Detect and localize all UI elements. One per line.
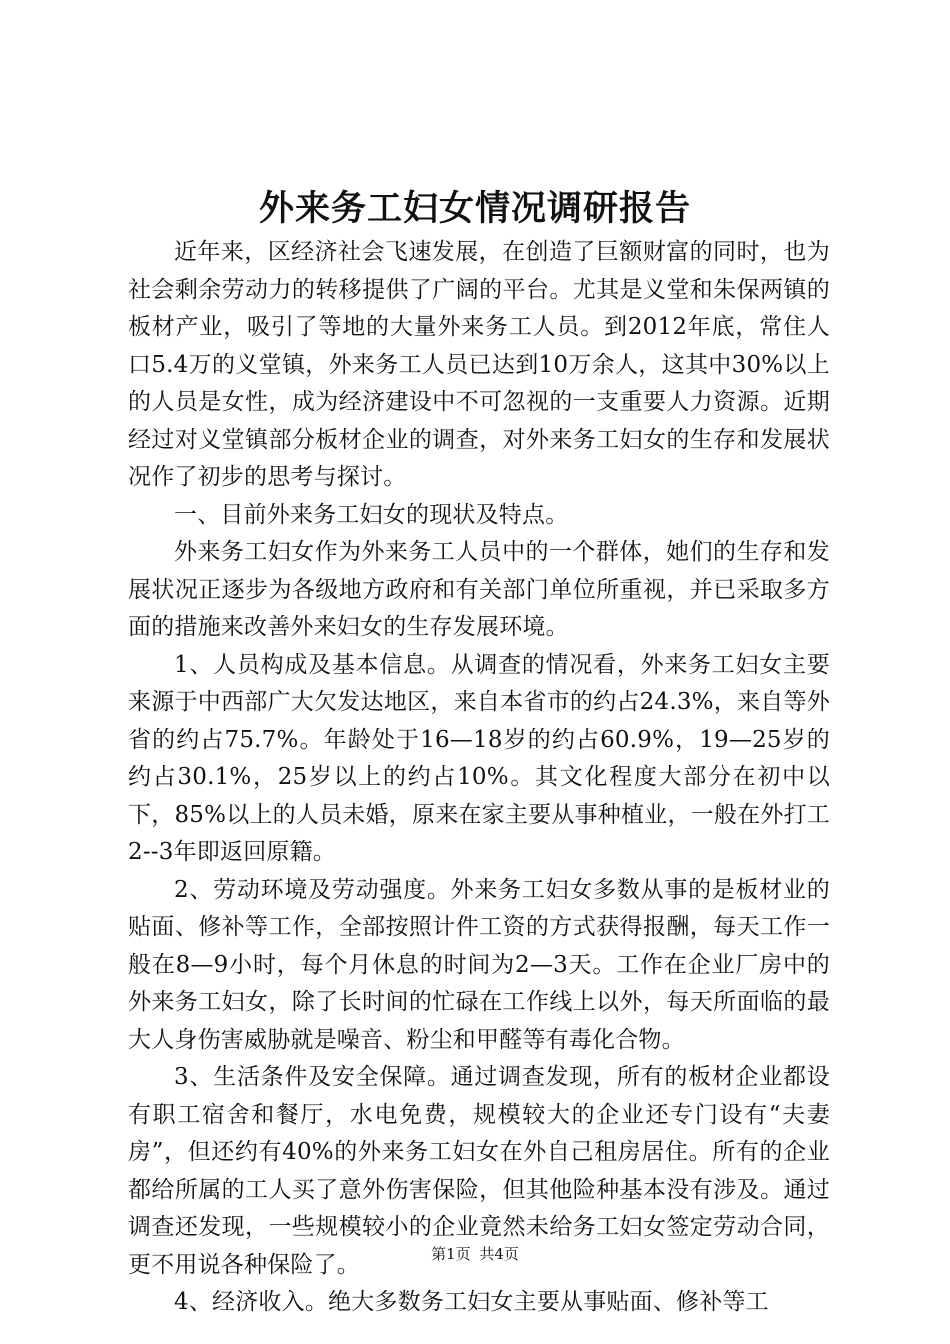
paragraph-item-2: 2、劳动环境及劳动强度。外来务工妇女多数从事的是板材业的贴面、修补等工作，全部按照计件工资的方式获得报酬，每天工作一般在8—9小时，每个月休息的时间为2—3天。工作在企业厂房中的外来务工妇女，除了长时间的忙碌在工作线上以外，每天所面临的最大人身伤害威胁就是噪音、粉尘和甲醛等有毒化合物。 — [128, 876, 830, 1053]
page-total: 共4页 — [479, 1245, 519, 1263]
paragraph-item-4: 4、经济收入。绝大多数务工妇女主要从事贴面、修补等工 — [174, 1289, 769, 1315]
paragraph-intro: 近年来，区经济社会飞速发展，在创造了巨额财富的同时，也为社会剩余劳动力的转移提供了广阔的平台。尤其是义堂和朱保两镇的板材产业，吸引了等地的大量外来务工人员。到2012年底，常住人口5.4万的义堂镇，外来务工人员已达到10万余人，这其中30%以上的人员是女性，成为经济建设中不可忽视的一支重要人力资源。近期经过对义堂镇部分板材企业的调查，对外来务工妇女的生存和发展状况作了初步的思考与探讨。 — [128, 239, 830, 490]
document-title: 外来务工妇女情况调研报告 — [258, 188, 691, 229]
page-footer — [0, 1244, 950, 1264]
paragraph-item-1: 1、人员构成及基本信息。从调查的情况看，外来务工妇女主要来源于中西部广大欠发达地区，来自本省市的约占24.3%，来自等外省的约占75.7%。年龄处于16—18岁的约占60.9%，19—25岁的约占30.1%，25岁以上的约占10%。其文化程度大部分在初中以下，85%以上的人员未婚，原来在家主要从事种植业，一般在外打工2--3年即返回原籍。 — [128, 651, 830, 865]
page-number: 第1页 — [431, 1245, 471, 1263]
paragraph-section-1-intro: 外来务工妇女作为外来务工人员中的一个群体，她们的生存和发展状况正逐步为各级地方政府和有关部门单位所重视，并已采取多方面的措施来改善外来妇女的生存发展环境。 — [128, 539, 830, 640]
document-body — [128, 234, 830, 1322]
section-heading-1: 一、目前外来务工妇女的现状及特点。 — [174, 501, 569, 528]
paragraph-item-3: 3、生活条件及安全保障。通过调查发现，所有的板材企业都设有职工宿舍和餐厅，水电免费，规模较大的企业还专门设有“夫妻房”，但还约有40%的外来务工妇女在外自己租房居住。所有的企业都给所属的工人买了意外伤害保险，但其他险种基本没有涉及。通过调查还发现，一些规模较小的企业竟然未给务工妇女签定劳动合同，更不用说各种保险了。 — [128, 1064, 830, 1278]
